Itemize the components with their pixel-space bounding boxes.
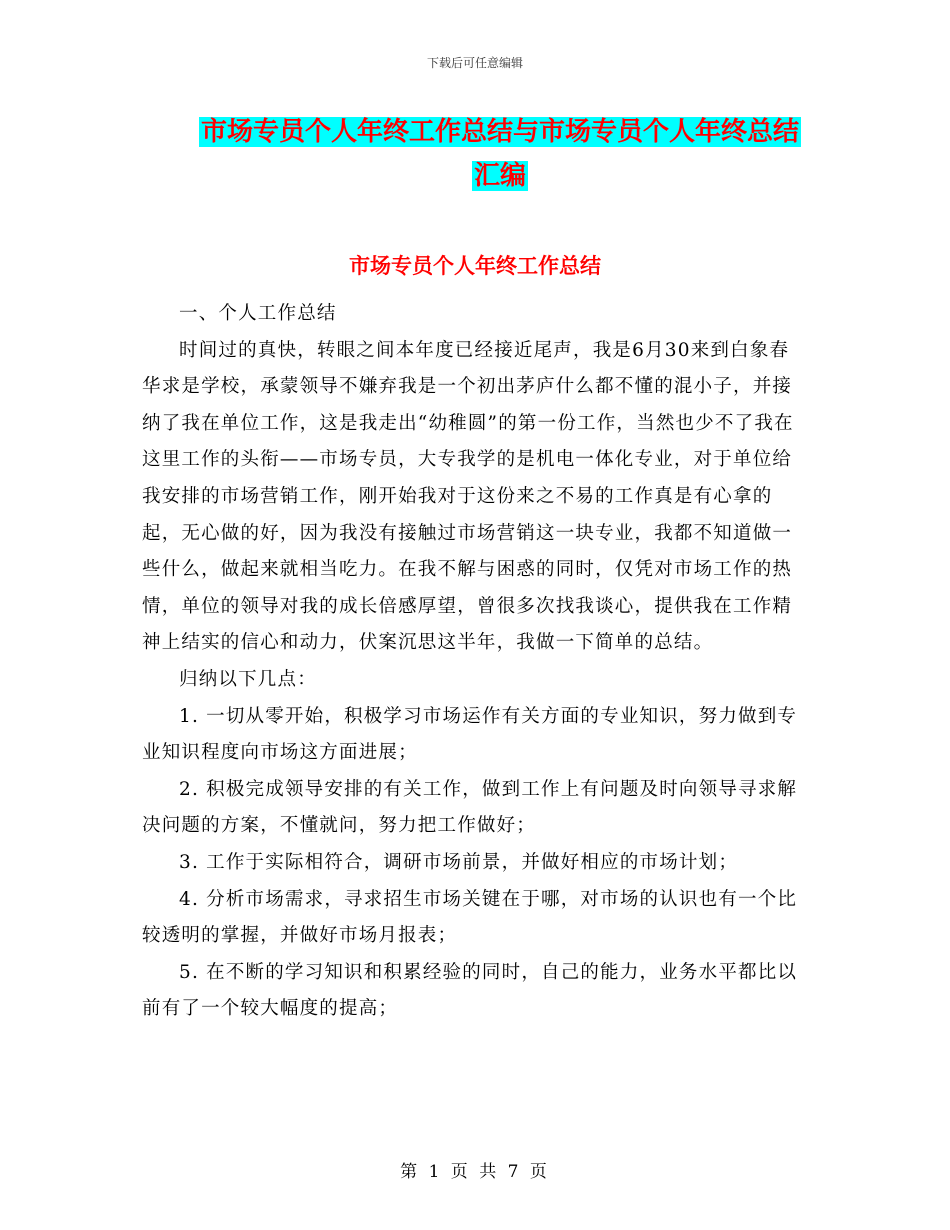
paragraph: 归纳以下几点： [179,668,317,690]
list-item: 3. 工作于实际相符合，调研市场前景，并做好相应的市场计划； [179,851,739,873]
list-item: 1. 一切从零开始，积极学习市场运作有关方面的专业知识，努力做到专业知识程度向市场这方面进展； [142,705,798,764]
section-title: 市场专员个人年终工作总结 [349,254,601,278]
document-title-line-1: 市场专员个人年终工作总结与市场专员个人年终总结 [200,117,799,147]
list-item: 2. 积极完成领导安排的有关工作，做到工作上有问题及时向领导寻求解决问题的方案，不懂就问，努力把工作做好； [142,778,798,837]
list-item: 4. 分析市场需求，寻求招生市场关键在于哪，对市场的认识也有一个比较透明的掌握，并做好市场月报表； [142,888,798,947]
page-footer: 第 1 页 共 7 页 [400,1162,550,1182]
page-header-note: 下载后可任意编辑 [426,56,523,70]
list-item: 5. 在不断的学习知识和积累经验的同时，自己的能力，业务水平都比以前有了一个较大幅度的提高； [142,961,798,1020]
paragraph: 时间过的真快，转眼之间本年度已经接近尾声，我是6月30来到白象春华求是学校，承蒙领导不嫌弃我是一个初出茅庐什么都不懂的混小子，并接纳了我在单位工作，这是我走出“幼稚圆”的第一份工作，当然也少不了我在这里工作的头衔——市场专员，大专我学的是机电一体化专业，对于单位给我安排的市场营销工作，刚开始我对于这份来之不易的工作真是有心拿的起，无心做的好，因为我没有接触过市场营销这一块专业，我都不知道做一些什么，做起来就相当吃力。在我不解与困惑的同时，仅凭对市场工作的热情，单位的领导对我的成长倍感厚望，曾很多次找我谈心，提供我在工作精神上结实的信心和动力，伏案沉思这半年，我做一下简单的总结。 [142,339,794,654]
document-title [150,110,850,198]
document-body [142,296,808,1028]
document-title-line-2: 汇编 [473,161,526,191]
paragraph-heading: 一、个人工作总结 [179,303,337,324]
